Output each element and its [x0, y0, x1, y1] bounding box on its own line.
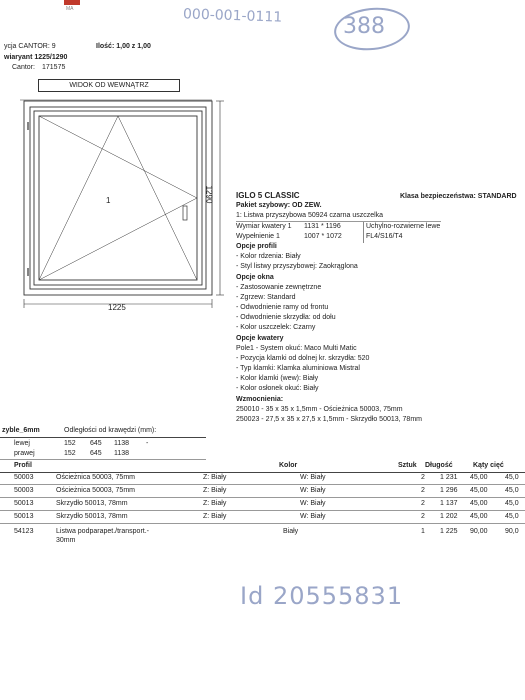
glazing-package: Pakiet szybowy: OD ZEW.: [236, 202, 322, 209]
angle-value: 45,0: [505, 513, 519, 520]
divider: [0, 510, 525, 511]
fill-spec: FL4/S16/T4: [366, 233, 403, 240]
handwritten-order-code: 000-001-0111: [182, 6, 283, 26]
seal-color: - Kolor uszczelek: Czarny: [236, 324, 316, 331]
angle-value: 45,0: [505, 487, 519, 494]
frame-inner: [30, 107, 206, 289]
opening-line-side-upper: [39, 116, 197, 198]
distance-value: 152: [64, 440, 76, 447]
core-color: - Kolor rdzenia: Biały: [236, 253, 301, 260]
distance-value: 152: [64, 450, 76, 457]
distance-row-label: prawej: [14, 450, 35, 457]
angle-value: 45,00: [470, 487, 488, 494]
sash-inner: [39, 116, 197, 280]
profile-name: Ościeżnica 50003, 75mm: [56, 487, 135, 494]
distance-value: -: [146, 440, 149, 447]
quarter-options-heading: Opcje kwatery: [236, 335, 284, 342]
angles-column-header: Kąty cięć: [473, 462, 504, 469]
opening-line-tilt-right: [118, 116, 197, 280]
angle-value: 45,00: [470, 513, 488, 520]
profile-code: 50013: [14, 500, 34, 507]
height-dimension: 1290: [204, 185, 214, 204]
distance-row-label: lewej: [14, 440, 30, 447]
qty-value: 1: [421, 528, 425, 535]
angle-value: 45,0: [505, 500, 519, 507]
opening-line-side-lower: [39, 198, 197, 280]
glazing-bead-line: 1: Listwa przyszybowa 50924 czarna uszczelka: [236, 212, 384, 219]
profile-code: 50013: [14, 513, 34, 520]
cover-color: - Kolor osłonek okuć: Biały: [236, 385, 319, 392]
profile-name: Ościeżnica 50003, 75mm: [56, 474, 135, 481]
qty-column-header: Sztuk: [398, 462, 417, 469]
profile-name: Listwa podparapet./transport.-: [56, 528, 149, 535]
color-inside: Z: Biały: [203, 500, 227, 507]
length-column-header: Długość: [425, 462, 453, 469]
angle-value: 45,00: [470, 500, 488, 507]
opening-type: Uchylno-rozwierne lewe: [366, 223, 441, 230]
logo-subtext: MA: [66, 6, 74, 12]
reinforcement-heading: Wzmocnienia:: [236, 396, 284, 403]
external-fixing: - Zastosowanie zewnętrzne: [236, 284, 322, 291]
reinforcement-item: 250023 - 27,5 x 35 x 27,5 x 1,5mm - Skrzydło 50013, 78mm: [236, 416, 422, 423]
handle-position: - Pozycja klamki od dolnej kr. skrzydła: 520: [236, 355, 370, 362]
weld-type: - Zgrzew: Standard: [236, 294, 296, 301]
color-inside: Z: Biały: [203, 474, 227, 481]
color-outside: Biały: [283, 528, 299, 535]
company-logo: [64, 0, 80, 5]
qty-value: 2: [421, 474, 425, 481]
length-value: 1 231: [440, 474, 458, 481]
handwritten-circled-number: 388: [343, 14, 385, 39]
qty-value: 2: [421, 513, 425, 520]
divider: [0, 472, 525, 473]
profile-name: Skrzydło 50013, 78mm: [56, 500, 128, 507]
distances-section-label: zyble_6mm: [2, 427, 40, 434]
handle-icon: [183, 206, 187, 220]
length-value: 1 225: [440, 528, 458, 535]
qty-value: 2: [421, 487, 425, 494]
quarter-dimensions: 1131 * 1196: [304, 223, 341, 230]
product-title: IGLO 5 CLASSIC: [236, 191, 300, 200]
color-inside: Z: Biały: [203, 487, 227, 494]
divider: [0, 497, 525, 498]
position-label: ycja CANTOR: 9: [4, 43, 56, 50]
fill-label: Wypełnienie 1: [236, 233, 280, 240]
profile-code: 50003: [14, 474, 34, 481]
profile-name-continued: 30mm: [56, 537, 76, 544]
color-column-header: Kolor: [279, 462, 298, 469]
distance-value: 1138: [114, 450, 130, 457]
reinforcement-item: 250010 - 35 x 35 x 1,5mm - Ościeżnica 50003, 75mm: [236, 406, 403, 413]
width-dimension: 1225: [108, 303, 126, 312]
profile-name: Skrzydło 50013, 78mm: [56, 513, 128, 520]
angle-value: 45,0: [505, 474, 519, 481]
cantor-label: Cantor:: [12, 64, 35, 71]
divider: [0, 523, 525, 524]
security-class: Klasa bezpieczeństwa: STANDARD: [400, 193, 517, 200]
quarter-label: Wymiar kwatery 1: [236, 223, 292, 230]
distance-value: 1138: [114, 440, 130, 447]
angle-value: 90,00: [470, 528, 488, 535]
window-drawing-group: [20, 100, 224, 308]
length-value: 1 296: [440, 487, 458, 494]
quantity-label: Ilość: 1,00 z 1,00: [96, 43, 151, 50]
sash-drainage: - Odwodnienie skrzydła: od dołu: [236, 314, 336, 321]
window-drawing: [0, 92, 230, 322]
profile-code: 54123: [14, 528, 34, 535]
handle-color: - Kolor klamki (wew): Biały: [236, 375, 319, 382]
divider: [0, 459, 206, 460]
color-outside: W: Biały: [300, 513, 326, 520]
angle-value: 90,0: [505, 528, 519, 535]
color-outside: W: Biały: [300, 474, 326, 481]
length-value: 1 137: [440, 500, 458, 507]
handwritten-circle: [332, 4, 412, 54]
handwritten-id: Id 20555831: [240, 582, 404, 610]
window-options-heading: Opcje okna: [236, 274, 274, 281]
length-value: 1 202: [440, 513, 458, 520]
frame-drainage: - Odwodnienie ramy od frontu: [236, 304, 329, 311]
bead-style: - Styl listwy przyszybowej: Zaokrąglona: [236, 263, 358, 270]
divider: [363, 222, 364, 243]
cantor-number: 171575: [42, 64, 66, 71]
outer-frame: [24, 101, 212, 295]
divider: [0, 484, 525, 485]
profile-column-header: Profil: [14, 462, 32, 469]
profile-options-heading: Opcje profili: [236, 243, 277, 250]
fill-dimensions: 1007 * 1072: [304, 233, 342, 240]
distance-value: 645: [90, 440, 102, 447]
color-inside: Z: Biały: [203, 513, 227, 520]
variant-label: wiaryant 1225/1290: [4, 54, 68, 61]
handle-type: - Typ klamki: Klamka aluminiowa Mistral: [236, 365, 360, 372]
angle-value: 45,00: [470, 474, 488, 481]
divider: [0, 437, 206, 438]
profile-code: 50003: [14, 487, 34, 494]
distance-value: 645: [90, 450, 102, 457]
distances-heading: Odległości od krawędzi (mm):: [64, 427, 157, 434]
divider: [236, 221, 441, 222]
sash-outer: [34, 111, 202, 285]
sash-number: 1: [106, 196, 111, 205]
color-outside: W: Biały: [300, 500, 326, 507]
hardware-system: Pole1 - System okuć: Maco Multi Matic: [236, 345, 357, 352]
qty-value: 2: [421, 500, 425, 507]
color-outside: W: Biały: [300, 487, 326, 494]
view-from-inside-label: WIDOK OD WEWNĄTRZ: [38, 79, 180, 92]
